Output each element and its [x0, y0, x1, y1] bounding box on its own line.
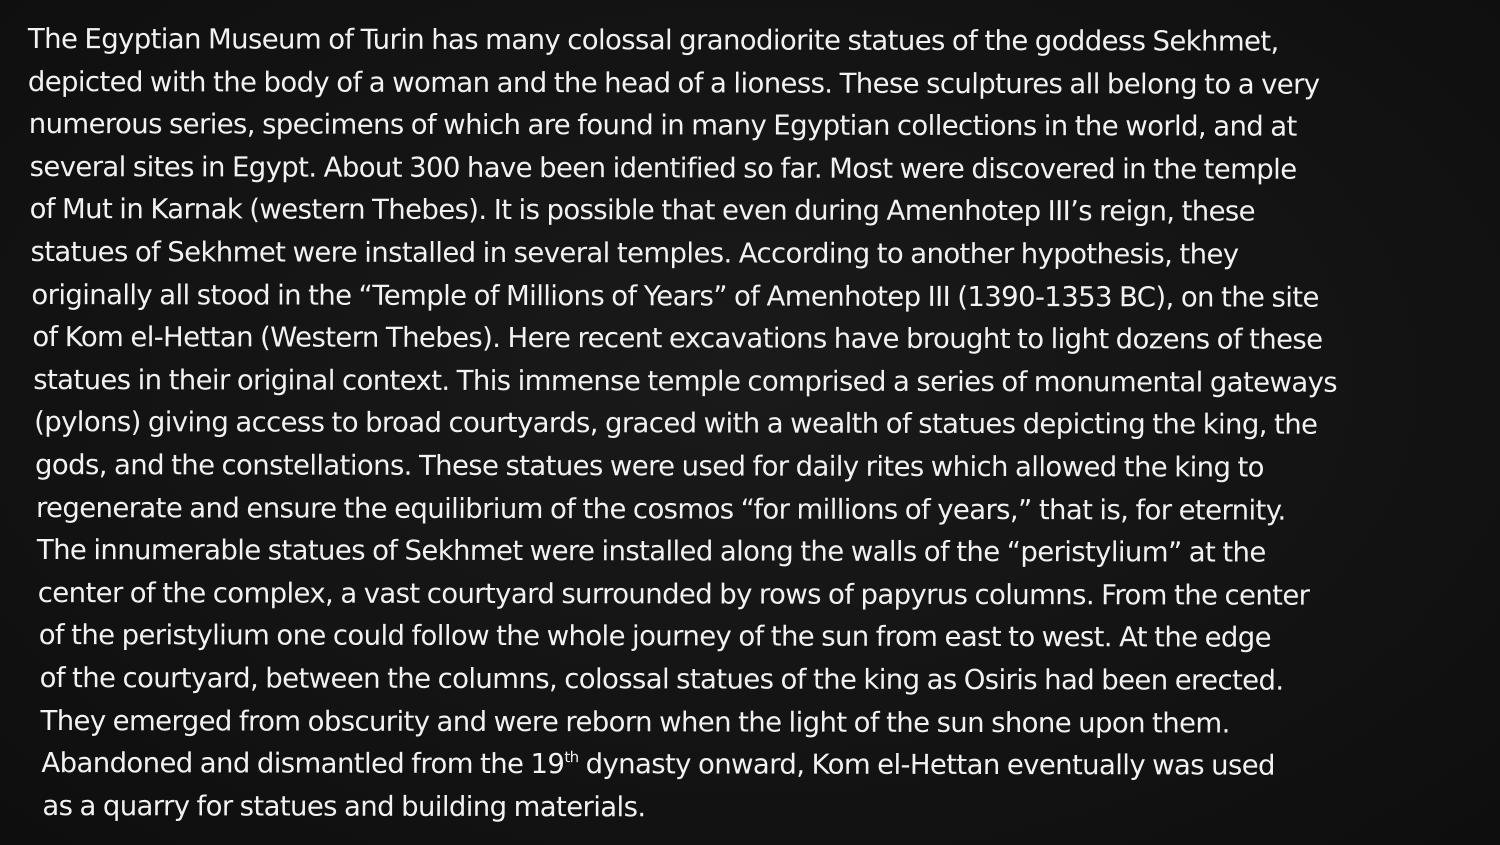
- placard-line: of Mut in Karnak (western Thebes). It is possible that even during Amenhotep III’s reign, these: [29, 193, 1256, 228]
- placard-line: statues in their original context. This immense temple comprised a series of monumental gateways: [33, 363, 1338, 399]
- placard-line: center of the complex, a vast courtyard surrounded by rows of papyrus columns. From the center: [37, 576, 1310, 612]
- placard-line: of the courtyard, between the columns, colossal statues of the king as Osiris had been erected.: [39, 661, 1284, 697]
- placard-line: depicted with the body of a woman and the head of a lioness. These sculptures all belong to a very: [27, 65, 1320, 101]
- placard-line: of the peristylium one could follow the whole journey of the sun from east to west. At the edge: [38, 619, 1272, 654]
- placard-line: numerous series, specimens of which are found in many Egyptian collections in the world, and at: [28, 108, 1297, 143]
- ordinal-superscript: th: [564, 748, 579, 767]
- placard-line: (pylons) giving access to broad courtyards, graced with a wealth of statues depicting the king, the: [34, 406, 1318, 442]
- placard-line: as a quarry for statues and building materials.: [42, 789, 646, 823]
- placard-line: originally all stood in the “Temple of Millions of Years” of Amenhotep III (1390-1353 BC), on the site: [31, 278, 1319, 314]
- dynasty-text-after: dynasty onward, Kom el-Hettan eventually was used: [578, 748, 1275, 782]
- placard-line: They emerged from obscurity and were reborn when the light of the sun shone upon them.: [40, 704, 1230, 740]
- dynasty-text-before: Abandoned and dismantled from the 19: [41, 747, 565, 781]
- placard-line: The Egyptian Museum of Turin has many colossal granodiorite statues of the goddess Sekhmet,: [27, 22, 1279, 58]
- placard-text: [26, 18, 1488, 830]
- placard-line: several sites in Egypt. About 300 have been identified so far. Most were discovered in the temple: [29, 150, 1297, 186]
- placard-line: of Kom el-Hettan (Western Thebes). Here recent excavations have brought to light dozens of these: [32, 321, 1323, 356]
- placard-line: The innumerable statues of Sekhmet were installed along the walls of the “peristylium” at the: [36, 534, 1266, 569]
- placard-line-dynasty: [26, 742, 1486, 788]
- placard-line: regenerate and ensure the equilibrium of the cosmos “for millions of years,” that is, for eternity.: [35, 491, 1286, 527]
- placard-line: gods, and the constellations. These statues were used for daily rites which allowed the king to: [35, 448, 1264, 484]
- placard-line: statues of Sekhmet were installed in several temples. According to another hypothesis, they: [30, 235, 1239, 271]
